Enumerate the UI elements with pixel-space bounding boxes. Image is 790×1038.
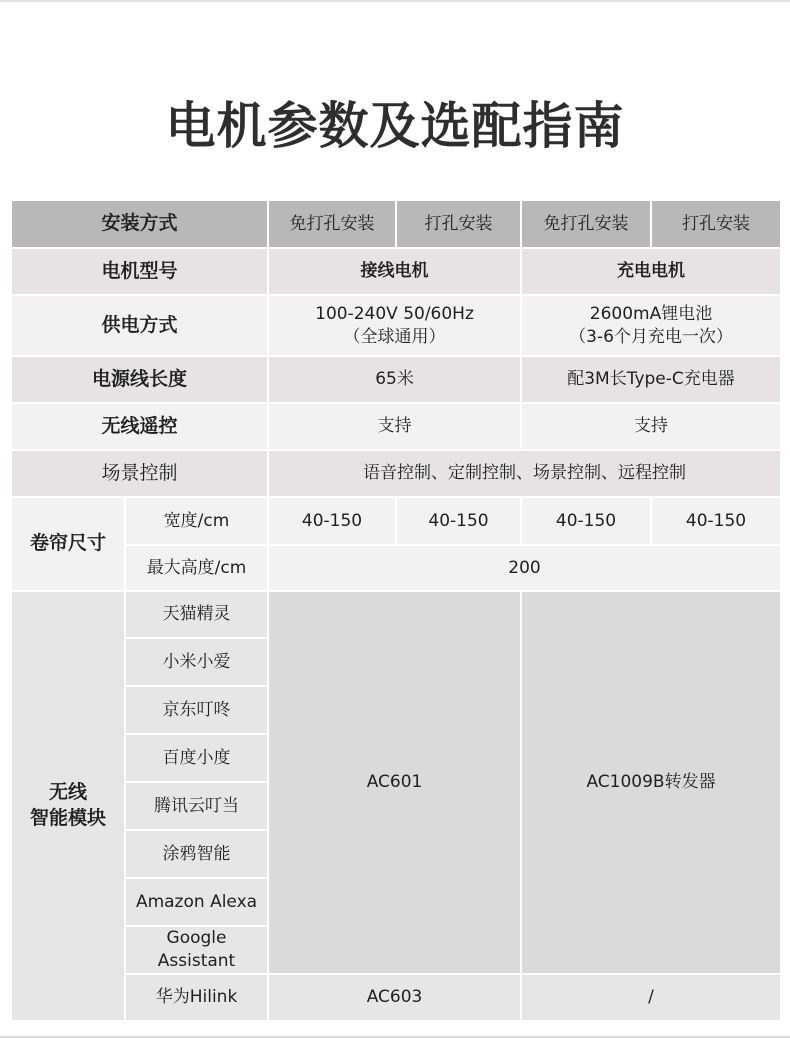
row-huawei [11,974,781,1021]
cable-wired: 65米 [268,356,521,403]
row-power [11,295,781,356]
row-width [11,497,781,545]
remote-charging: 支持 [521,403,781,450]
motor-type-wired: 接线电机 [268,248,521,295]
platform-cell: Amazon Alexa [125,878,268,926]
height-label: 最大高度/cm [125,545,268,591]
smart-module-label [11,591,125,1021]
power-charging-line2: （3-6个月充电一次） [569,326,733,347]
scene-label: 场景控制 [11,450,268,497]
row-platform [11,591,781,638]
page-title: 电机参数及选配指南 [165,97,625,155]
install-label: 安装方式 [11,200,268,248]
width-value: 40-150 [651,497,781,545]
row-remote [11,403,781,450]
row-scene [11,450,781,497]
huawei-charging: / [521,974,781,1021]
smart-module-label-line1: 无线 [48,781,87,804]
width-value: 40-150 [396,497,521,545]
platform-cell: 腾讯云叮当 [125,782,268,830]
width-value: 40-150 [268,497,396,545]
platform-cell: 天猫精灵 [125,591,268,638]
power-wired [268,295,521,356]
width-value: 40-150 [521,497,651,545]
power-wired-line1: 100-240V 50/60Hz [315,303,474,324]
platform-cell: 京东叮咚 [125,686,268,734]
row-cable [11,356,781,403]
top-rule [0,0,790,2]
spec-table [10,199,782,1022]
smart-module-label-line2: 智能模块 [29,806,106,829]
huawei-wired: AC603 [268,974,521,1021]
power-charging-line1: 2600mA锂电池 [589,303,713,324]
platform-cell: 涂鸦智能 [125,830,268,878]
row-install [11,200,781,248]
cable-charging: 配3M长Type-C充电器 [521,356,781,403]
cable-label: 电源线长度 [11,356,268,403]
row-height [11,545,781,591]
row-motor-type [11,248,781,295]
charging-module: AC1009B转发器 [521,591,781,974]
install-value: 免打孔安装 [521,200,651,248]
scene-value: 语音控制、定制控制、场景控制、远程控制 [268,450,781,497]
motor-type-charging: 充电电机 [521,248,781,295]
install-value: 打孔安装 [651,200,781,248]
curtain-size-label: 卷帘尺寸 [11,497,125,591]
platform-cell: 小米小爱 [125,638,268,686]
platform-cell: 百度小度 [125,734,268,782]
remote-label: 无线遥控 [11,403,268,450]
power-charging [521,295,781,356]
power-label: 供电方式 [11,295,268,356]
wired-module: AC601 [268,591,521,974]
width-label: 宽度/cm [125,497,268,545]
motor-type-label: 电机型号 [11,248,268,295]
install-value: 免打孔安装 [268,200,396,248]
power-wired-line2: （全球通用） [343,326,446,347]
install-value: 打孔安装 [396,200,521,248]
height-value: 200 [268,545,781,591]
platform-cell: Google Assistant [125,926,268,974]
remote-wired: 支持 [268,403,521,450]
huawei-label: 华为Hilink [125,974,268,1021]
